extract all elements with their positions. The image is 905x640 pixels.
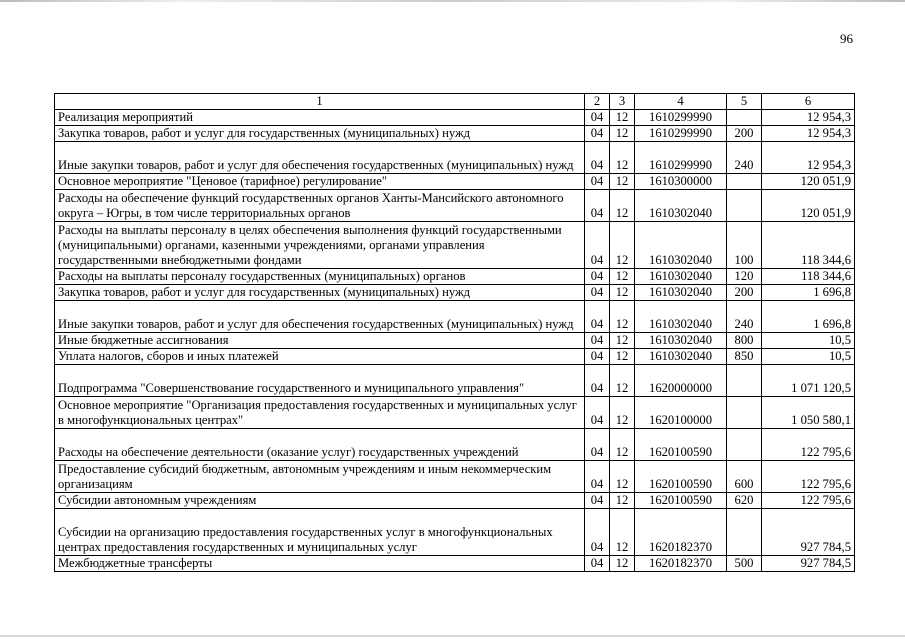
row-amount: 927 784,5 [762, 556, 855, 572]
table-row [55, 365, 855, 397]
scan-edge-bottom [0, 635, 905, 637]
row-target-article: 1610299990 [635, 142, 727, 174]
row-subsection: 12 [610, 397, 635, 429]
row-subsection: 12 [610, 126, 635, 142]
row-section: 04 [585, 493, 610, 509]
table-row [55, 285, 855, 301]
row-expense-type: 500 [727, 556, 762, 572]
row-target-article: 1610302040 [635, 285, 727, 301]
row-expense-type [727, 365, 762, 397]
row-expense-type [727, 174, 762, 190]
table-row [55, 174, 855, 190]
row-expense-type: 240 [727, 301, 762, 333]
row-target-article: 1610300000 [635, 174, 727, 190]
row-target-article: 1620182370 [635, 556, 727, 572]
header-cell-target-article: 4 [635, 94, 727, 110]
row-amount: 1 696,8 [762, 285, 855, 301]
row-name: Подпрограмма "Совершенствование государственного и муниципального управления" [55, 365, 585, 397]
table-row [55, 126, 855, 142]
row-target-article: 1620182370 [635, 509, 727, 556]
row-amount: 118 344,6 [762, 269, 855, 285]
row-target-article: 1610302040 [635, 333, 727, 349]
row-section: 04 [585, 301, 610, 333]
row-target-article: 1620100590 [635, 429, 727, 461]
row-expense-type: 240 [727, 142, 762, 174]
table-row [55, 333, 855, 349]
row-target-article: 1620100590 [635, 493, 727, 509]
row-expense-type: 120 [727, 269, 762, 285]
row-name: Расходы на выплаты персоналу в целях обеспечения выполнения функций государственными (муниципальными) органами, казенными учреждениями, органами управления государственными внебюджетными фондами [55, 222, 585, 269]
table-row [55, 349, 855, 365]
row-section: 04 [585, 429, 610, 461]
row-expense-type [727, 190, 762, 222]
row-name: Основное мероприятие "Ценовое (тарифное) регулирование" [55, 174, 585, 190]
row-subsection: 12 [610, 269, 635, 285]
header-cell-amount: 6 [762, 94, 855, 110]
budget-table [54, 93, 855, 572]
row-subsection: 12 [610, 429, 635, 461]
row-expense-type [727, 397, 762, 429]
row-target-article: 1610302040 [635, 349, 727, 365]
row-section: 04 [585, 222, 610, 269]
row-section: 04 [585, 397, 610, 429]
table-row [55, 556, 855, 572]
row-name: Иные закупки товаров, работ и услуг для обеспечения государственных (муниципальных) нужд [55, 301, 585, 333]
row-target-article: 1610299990 [635, 126, 727, 142]
row-section: 04 [585, 365, 610, 397]
row-target-article: 1610302040 [635, 190, 727, 222]
table-row [55, 110, 855, 126]
row-name: Субсидии на организацию предоставления государственных услуг в многофункциональных центрах предоставления государственных и муниципальных услуг [55, 509, 585, 556]
row-name: Расходы на выплаты персоналу государственных (муниципальных) органов [55, 269, 585, 285]
table-row [55, 269, 855, 285]
row-subsection: 12 [610, 365, 635, 397]
row-amount: 1 071 120,5 [762, 365, 855, 397]
row-section: 04 [585, 110, 610, 126]
page-number: 96 [840, 31, 853, 46]
row-expense-type: 200 [727, 126, 762, 142]
row-section: 04 [585, 190, 610, 222]
header-cell-section: 2 [585, 94, 610, 110]
row-subsection: 12 [610, 301, 635, 333]
row-amount: 10,5 [762, 349, 855, 365]
row-expense-type [727, 429, 762, 461]
row-subsection: 12 [610, 110, 635, 126]
row-subsection: 12 [610, 142, 635, 174]
row-expense-type: 850 [727, 349, 762, 365]
row-name: Межбюджетные трансферты [55, 556, 585, 572]
row-name: Уплата налогов, сборов и иных платежей [55, 349, 585, 365]
row-section: 04 [585, 349, 610, 365]
row-amount: 120 051,9 [762, 190, 855, 222]
row-section: 04 [585, 285, 610, 301]
row-expense-type: 200 [727, 285, 762, 301]
row-subsection: 12 [610, 493, 635, 509]
row-subsection: 12 [610, 349, 635, 365]
header-cell-expense-type: 5 [727, 94, 762, 110]
row-amount: 122 795,6 [762, 429, 855, 461]
row-section: 04 [585, 333, 610, 349]
row-target-article: 1620000000 [635, 365, 727, 397]
table-row [55, 509, 855, 556]
table-row [55, 301, 855, 333]
table-row [55, 397, 855, 429]
row-expense-type: 800 [727, 333, 762, 349]
row-name: Субсидии автономным учреждениям [55, 493, 585, 509]
row-amount: 1 696,8 [762, 301, 855, 333]
scan-edge-top [0, 0, 905, 2]
row-name: Предоставление субсидий бюджетным, автономным учреждениям и иным некоммерческим организациям [55, 461, 585, 493]
row-amount: 927 784,5 [762, 509, 855, 556]
row-expense-type [727, 509, 762, 556]
table-row [55, 429, 855, 461]
row-subsection: 12 [610, 190, 635, 222]
row-expense-type: 100 [727, 222, 762, 269]
row-amount: 1 050 580,1 [762, 397, 855, 429]
row-section: 04 [585, 461, 610, 493]
row-subsection: 12 [610, 461, 635, 493]
row-amount: 122 795,6 [762, 461, 855, 493]
row-amount: 12 954,3 [762, 110, 855, 126]
table-header-row [55, 94, 855, 110]
row-subsection: 12 [610, 222, 635, 269]
table-row [55, 493, 855, 509]
row-target-article: 1610302040 [635, 301, 727, 333]
row-name: Расходы на обеспечение деятельности (оказание услуг) государственных учреждений [55, 429, 585, 461]
row-section: 04 [585, 269, 610, 285]
row-name: Расходы на обеспечение функций государственных органов Ханты-Мансийского автономного округа – Югры, в том числе территориальных органов [55, 190, 585, 222]
row-target-article: 1610302040 [635, 222, 727, 269]
row-target-article: 1610302040 [635, 269, 727, 285]
row-name: Иные бюджетные ассигнования [55, 333, 585, 349]
row-name: Иные закупки товаров, работ и услуг для обеспечения государственных (муниципальных) нужд [55, 142, 585, 174]
row-section: 04 [585, 126, 610, 142]
row-amount: 118 344,6 [762, 222, 855, 269]
row-subsection: 12 [610, 509, 635, 556]
row-target-article: 1620100590 [635, 461, 727, 493]
table-row [55, 222, 855, 269]
row-subsection: 12 [610, 285, 635, 301]
row-amount: 12 954,3 [762, 126, 855, 142]
row-amount: 120 051,9 [762, 174, 855, 190]
table-row [55, 461, 855, 493]
row-name: Закупка товаров, работ и услуг для государственных (муниципальных) нужд [55, 126, 585, 142]
row-expense-type: 600 [727, 461, 762, 493]
table-row [55, 142, 855, 174]
row-subsection: 12 [610, 556, 635, 572]
row-amount: 10,5 [762, 333, 855, 349]
row-amount: 12 954,3 [762, 142, 855, 174]
table-row [55, 190, 855, 222]
row-name: Реализация мероприятий [55, 110, 585, 126]
row-subsection: 12 [610, 174, 635, 190]
header-cell-name: 1 [55, 94, 585, 110]
row-section: 04 [585, 556, 610, 572]
row-name: Закупка товаров, работ и услуг для государственных (муниципальных) нужд [55, 285, 585, 301]
row-section: 04 [585, 174, 610, 190]
row-expense-type [727, 110, 762, 126]
row-expense-type: 620 [727, 493, 762, 509]
header-cell-subsection: 3 [610, 94, 635, 110]
row-name: Основное мероприятие "Организация предоставления государственных и муниципальных услуг в многофункциональных центрах" [55, 397, 585, 429]
row-section: 04 [585, 142, 610, 174]
row-amount: 122 795,6 [762, 493, 855, 509]
row-target-article: 1610299990 [635, 110, 727, 126]
row-subsection: 12 [610, 333, 635, 349]
row-target-article: 1620100000 [635, 397, 727, 429]
row-section: 04 [585, 509, 610, 556]
